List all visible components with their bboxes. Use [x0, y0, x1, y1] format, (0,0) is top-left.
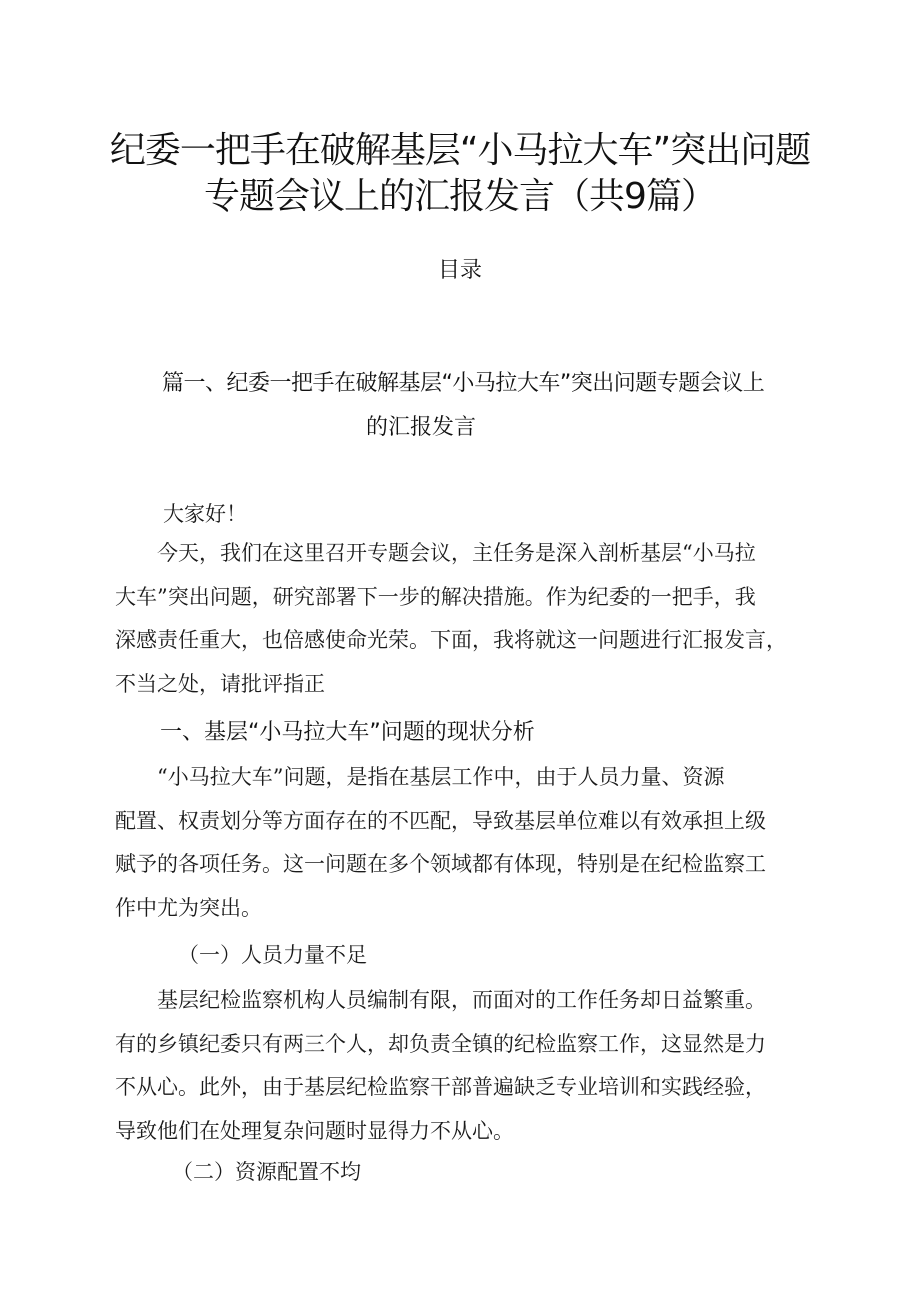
toc-entry-1	[150, 362, 850, 450]
subsection-2-heading: （二）资源配置不均	[172, 1160, 361, 1184]
intro-paragraph	[115, 532, 850, 706]
toc-entry-line-2: 的汇报发言	[366, 415, 477, 440]
section-1-line: 配置、权责划分等方面存在的不匹配，导致基层单位难以有效承担上级	[115, 808, 766, 833]
toc-heading: 目录	[437, 258, 482, 283]
intro-line: 大车”突出问题，研究部署下一步的解决措施。作为纪委的一把手，我	[115, 584, 756, 609]
section-1-paragraph	[115, 756, 850, 930]
intro-line: 今天，我们在这里召开专题会议，主任务是深入剖析基层“小马拉	[115, 541, 756, 565]
section-1-line: 作中尤为突出。	[115, 895, 262, 920]
document-title-line-2: 专题会议上的汇报发言（共9篇）	[204, 176, 716, 217]
toc-entry-line-1: 篇一、纪委一把手在破解基层“小马拉大车”突出问题专题会议上	[162, 371, 765, 396]
greeting: 大家好！	[163, 502, 247, 526]
subsection-1-line: 基层纪检监察机构人员编制有限，而面对的工作任务却日益繁重。	[115, 988, 766, 1012]
section-1-heading: 一、基层“小马拉大车”问题的现状分析	[160, 720, 535, 745]
subsection-1-line: 不从心。此外，由于基层纪检监察干部普遍缺乏专业培训和实践经验，	[115, 1075, 766, 1099]
document-title-line-1: 纪委一把手在破解基层“小马拉大车”突出问题	[109, 130, 811, 171]
subsection-1-paragraph	[115, 979, 850, 1153]
subsection-1-heading: （一）人员力量不足	[178, 943, 367, 967]
subsection-1-line: 有的乡镇纪委只有两三个人，却负责全镇的纪检监察工作，这显然是力	[115, 1031, 766, 1056]
section-1-line: 赋予的各项任务。这一问题在多个领域都有体现，特别是在纪检监察工	[115, 852, 766, 876]
intro-line: 不当之处，请批评指正	[115, 671, 325, 696]
intro-line: 深感责任重大，也倍感使命光荣。下面，我将就这一问题进行汇报发言，	[115, 628, 787, 652]
section-1-line: “小马拉大车”问题，是指在基层工作中，由于人员力量、资源	[115, 765, 725, 789]
subsection-1-line: 导致他们在处理复杂问题时显得力不从心。	[115, 1118, 514, 1143]
